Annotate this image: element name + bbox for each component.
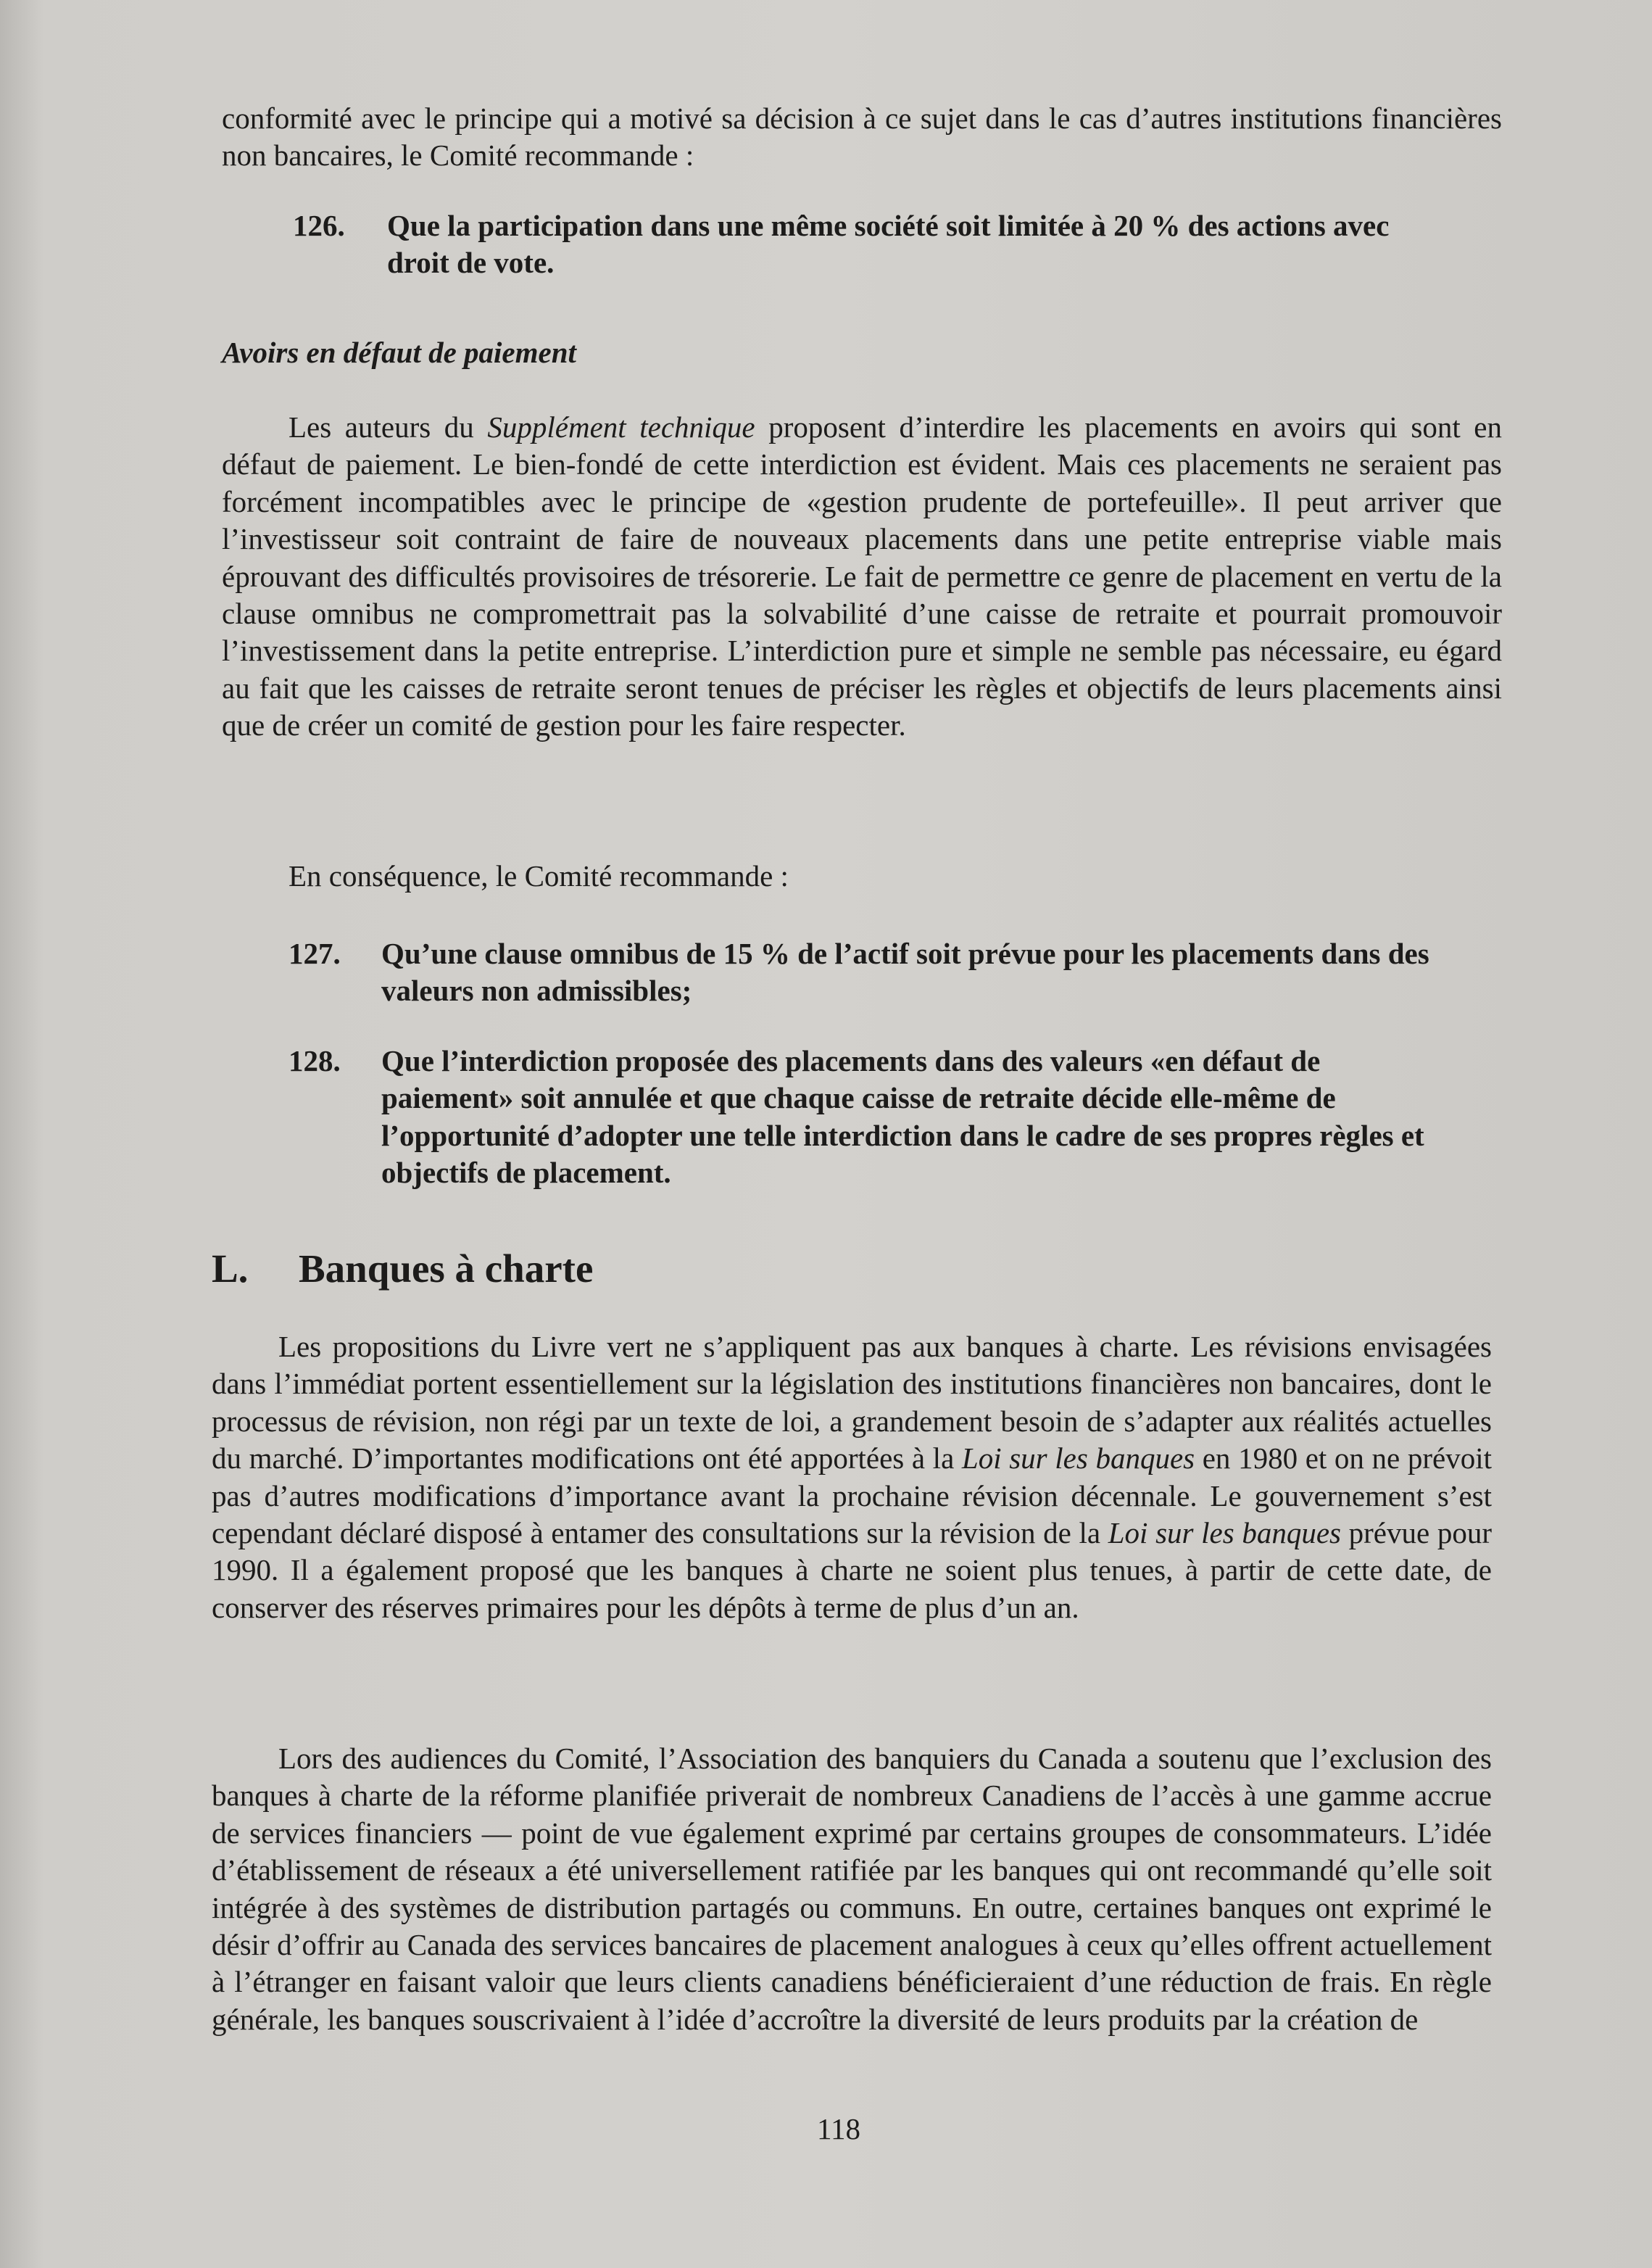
- recommendation-127: Qu’une clause omnibus de 15 % de l’actif soit prévue pour les placements dans des valeurs non admissibles;: [381, 937, 1429, 1008]
- intro-paragraph: conformité avec le principe qui a motivé sa décision à ce sujet dans le cas d’autres institutions financières non bancaires, le Comité recommande :: [222, 102, 1502, 173]
- paragraph-banques-2: Lors des audiences du Comité, l’Association des banquiers du Canada a soutenu que l’exclusion des banques à charte de la réforme planifiée priverait de nombreux Canadiens de l’accès à une gamme accrue de services financiers — point de vue également exprimé par certains groupes de consommateurs. L’idée d’établissement de réseaux a été universellement ratifiée par les banques qui ont recommandé qu’elle soit intégrée à des systèmes de distribution partagés ou communs. En outre, certaines banques ont exprimé le désir d’offrir au Canada des services bancaires de placement analogues à ceux qu’elles offrent actuellement à l’étranger en faisant valoir que leurs clients canadiens bénéficieraient d’une réduction de frais. En règle générale, les banques souscrivaient à l’idée d’accroître la diversité de leurs produits par la création de: [212, 1742, 1492, 2036]
- section-letter: L.: [212, 1246, 249, 1291]
- heading-avoirs-defaut: Avoirs en défaut de paiement: [222, 336, 576, 369]
- supplement-technique-title: Supplément technique: [487, 410, 755, 444]
- recommendation-128-number: 128.: [289, 1044, 341, 1077]
- section-title: Banques à charte: [299, 1246, 594, 1291]
- para-defaut-pre: Les auteurs du: [289, 410, 488, 444]
- recommendation-127-number: 127.: [289, 937, 341, 970]
- loi-banques-title-2: Loi sur les banques: [1108, 1516, 1341, 1550]
- paragraph-banques-1: [212, 1328, 1492, 1626]
- banques1-e: prévue pour 1990. Il a également proposé que les banques à charte ne soient plus tenues, à partir de cette date, de conserver des réserves primaires pour les dépôts à terme de plus d’un an.: [212, 1516, 1493, 1624]
- page-number: 118: [817, 2112, 860, 2145]
- paragraph-consequence: En conséquence, le Comité recommande :: [289, 859, 789, 893]
- paragraph-avoirs-defaut: [222, 409, 1502, 745]
- banques1-a: Les propositions du Livre vert ne s’appliquent pas aux banques à charte. Les révisions envisagées dans l’immédiat portent essentiellement sur la législation des institutions financières non bancaires, dont le processus de révision, non régi par un texte de loi, a grandement besoin de s’adapter aux réalités actuelles du marché. D’importantes modifications ont été apportées à la: [212, 1330, 1492, 1476]
- recommendation-128: Que l’interdiction proposée des placements dans des valeurs «en défaut de paiement» soit annulée et que chaque caisse de retraite décide elle-même de l’opportunité d’adopter une telle interdiction dans le cadre de ses propres règles et objectifs de placement.: [381, 1044, 1424, 1190]
- recommendation-126-number: 126.: [293, 209, 345, 242]
- loi-banques-title-1: Loi sur les banques: [961, 1441, 1195, 1476]
- recommendation-126: Que la participation dans une même société soit limitée à 20 % des actions avec droit de vote.: [387, 209, 1390, 280]
- banques1-c: en 1980 et on ne prévoit pas d’autres modifications d’importance avant la prochaine révision décennale. Le gouvernement s’est cependant déclaré disposé à entamer des consultations sur la révision de la: [212, 1441, 1492, 1550]
- para-defaut-post: proposent d’interdire les placements en avoirs qui sont en défaut de paiement. Le bien-fondé de cette interdiction est évident. Mais ces placements ne seraient pas forcément incompatibles avec le principe de «gestion prudente de portefeuille». Il peut arriver que l’investisseur soit contraint de faire de nouveaux placements dans une petite entreprise viable mais éprouvant des difficultés provisoires de trésorerie. Le fait de permettre ce genre de placement en vertu de la clause omnibus ne compromettrait pas la solvabilité d’une caisse de retraite et pourrait promouvoir l’investissement dans la petite entreprise. L’interdiction pure et simple ne semble pas nécessaire, eu égard au fait que les caisses de retraite seront tenues de préciser les règles et objectifs de leurs placements ainsi que de créer un comité de gestion pour les faire respecter.: [222, 410, 1502, 742]
